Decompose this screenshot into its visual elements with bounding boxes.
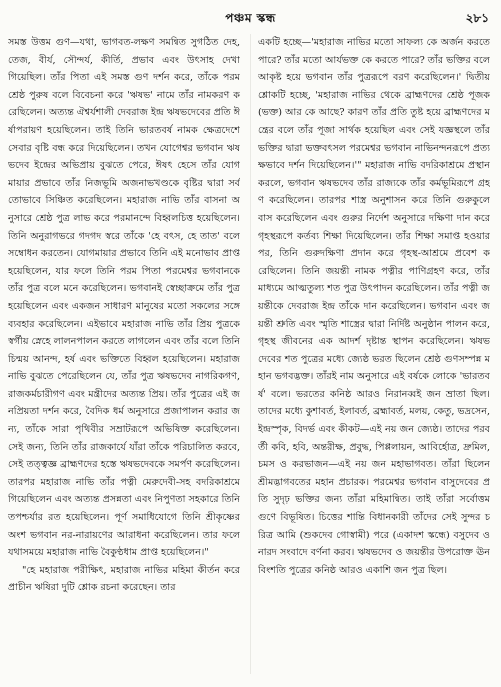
right-column-paragraph-1: একটি হচ্ছে—'মহারাজ নাভির মতো সাফল্য কে অর্জন করতে পারে? তাঁর মতো আর্যভক্ত কে করতে পারে? তাঁর ভক্তির বলে আকৃষ্ট হয়ে ভগবান তাঁর পুত্ররূপে বরণ করেছিলেন।' দ্বিতীয় শ্লোকটি হচ্ছে, 'মহারাজ নাভির থেকে ব্রাহ্মণদের শ্রেষ্ঠ পূজক (ভক্ত) আর কে আছে? কারণ তাঁর প্রতি তুষ্ট হয়ে ব্রাহ্মণদের মন্ত্রের বলে তাঁর পূজা সার্থক হয়েছিল এবং সেই যজ্ঞস্থলে তাঁর ভক্তির দ্বারা ভক্তবৎসল পরমেশ্বর ভগবান নাভিনন্দনরূপে প্রত্যক্ষভাবে দর্শন দিয়েছিলেন।'" মহারাজ নাভি বদরিকাশ্রমে প্রস্থান করলে, ভগবান ঋষভদেব তাঁর রাজ্যকে তাঁর কর্মভূমিরূপে গ্রহণ করেছিলেন। তারপর শাস্ত্র অনুশাসন করে তিনি গুরুকুলে বাস করেছিলেন এবং গুরুর নির্দেশ অনুসারে দক্ষিণা দান করে গৃহস্থরূপে কর্তব্য শিক্ষা দিয়েছিলেন। তাঁর শিক্ষা সমাপ্ত হওয়ার পর, তিনি গুরুদক্ষিণা প্রদান করে গৃহস্থ-আশ্রমে প্রবেশ করেছিলেন। তিনি জয়ন্তী নামক পত্নীর পাণিগ্রহণ করে, তাঁর মাধ্যমে আত্মতুল্য শত পুত্র উৎপাদন করেছিলেন। তাঁর পত্নী জয়ন্তীকে দেবরাজ ইন্দ্র তাঁকে দান করেছিলেন। ভগবান এবং জয়ন্তী শ্রুতি এবং স্মৃতি শাস্ত্রের দ্বারা নির্দিষ্ট অনুষ্ঠান পালন করে, গৃহস্থ জীবনের এক আদর্শ দৃষ্টান্ত স্থাপন করেছিলেন। ঋষভদেবের শত পুত্রের মধ্যে জ্যেষ্ঠ ভরত ছিলেন শ্রেষ্ঠ গুণসম্পন্ন মহান ভগবদ্ভক্ত। তাঁরই নাম অনুসারে এই বর্ষকে লোকে 'ভারতবর্ষ' বলে। ভরতের কনিষ্ঠ আরও নিরানব্বই জন ভ্রাতা ছিল। তাদের মধ্যে কুশাবর্ত, ইলাবর্ত, ব্রহ্মাবর্ত, মলয়, কেতু, ভদ্রসেন, ইন্দ্রস্পৃক, বিদর্ভ এবং কীকট—এই নয় জন জ্যেষ্ঠ। তাদের পরবর্তী কবি, হবি, অন্তরীক্ষ, প্রবুদ্ধ, পিপ্পলায়ন, আবির্হোত্র, দ্রুমিল, চমস ও করভাজন—এই নয় জন মহাভাগবত। তাঁরা ছিলেন শ্রীমদ্ভাগবতের মহান প্রচারক। পরমেশ্বর ভগবান বাসুদেবের প্রতি সুদৃঢ় ভক্তির জন্য তাঁরা মহিমান্বিত। তাই তাঁরা সর্বোত্তম গুণে বিভূষিত। চিত্তের শান্তি বিধানকারী তাঁদের সেই সুন্দর চরিত্র আমি (শুকদেব গোস্বামী) পরে (একাদশ স্কন্ধে) বসুদেব ও নারদ সংবাদে বর্ণনা করব। ঋষভদেব ও জয়ন্তীর উপরোক্ত ঊনবিংশতি পুত্রের কনিষ্ঠ আরও একাশি জন পুত্র ছিল। [258, 37, 490, 576]
left-column [8, 34, 240, 674]
right-column [258, 34, 490, 674]
left-column-paragraph-1: সমস্ত উত্তম গুণ—যথা, ভাগবত-লক্ষণ সমন্বিত সুগঠিত দেহ, তেজ, বীর্য, সৌন্দর্য, কীর্তি, প্রভাব এবং উৎসাহ দেখা গিয়েছিল। তাঁর পিতা এই সমস্ত গুণ দর্শন করে, তাঁকে পরম শ্রেষ্ঠ পুরুষ বলে বিবেচনা করে 'ঋষভ' নামে তাঁর নামকরণ করেছিলেন। অত্যন্ত ঐশ্বর্যশালী দেবরাজ ইন্দ্র ঋষভদেবের প্রতি ঈর্ষাপরায়ণ হয়েছিলেন। তাই তিনি ভারতবর্ষ নামক ক্ষেত্রদেশে সেবার বৃষ্টি বন্ধ করে দিয়েছিলেন। তখন যোগেশ্বর ভগবান ঋষভদেব ইন্দ্রের অভিপ্রায় বুঝতে পেরে, ঈষৎ হেসে তাঁর যোগমায়ার প্রভাবে তাঁর নিজভূমি অজনাভখণ্ডকে বৃষ্টির দ্বারা সর্বতোভাবে সিঞ্চিত করেছিলেন। মহারাজ নাভি তাঁর বাসনা অনুসারে শ্রেষ্ঠ পুত্র লাভ করে পরমানন্দে বিহ্বলচিত্ত হয়েছিলেন। তিনি অনুরাগভরে গদগদ স্বরে তাঁকে 'হে বৎস, হে তাত' বলে সম্বোধন করতেন। যোগমায়ার প্রভাবে তিনি এই মনোভাব প্রাপ্ত হয়েছিলেন, যার ফলে তিনি পরম পিতা পরমেশ্বর ভগবানকে তাঁর পুত্র বলে মনে করেছিলেন। ভগবানই স্বেচ্ছাক্রমে তাঁর পুত্র হয়েছিলেন এবং একজন সাধারণ মানুষের মতো সকলের সঙ্গে ব্যবহার করেছিলেন। এইভাবে মহারাজ নাভি তাঁর প্রিয় পুত্রকে স্বর্গীয় স্নেহে লালনপালন করতে লাগলেন এবং তাঁর বলে তিনি চিন্ময় আনন্দ, হর্ষ এবং ভক্তিতে বিহ্বল হয়েছিলেন। মহারাজ নাভি বুঝতে পেরেছিলেন যে, তাঁর পুত্র ঋষভদেব নাগরিকগণ, রাজকর্মচারীগণ এবং মন্ত্রীদের অত্যন্ত প্রিয়। তাঁর পুত্রের এই জনপ্রিয়তা দর্শন করে, বৈদিক ধর্ম অনুসারে প্রজাপালন করার জন্য, তাঁকে সারা পৃথিবীর সম্রাটরূপে অভিষিক্ত করেছিলেন। সেই জন্য, তিনি তাঁর রাজকার্যে যাঁরা তাঁকে পরিচালিত করবে, সেই তত্ত্বজ্ঞ ব্রাহ্মণদের হস্তে ঋষভদেবকে সমর্পণ করেছিলেন। তারপর মহারাজ নাভি তাঁর পত্নী মেরুদেবী-সহ বদরিকাশ্রমে গিয়েছিলেন এবং অত্যন্ত প্রসন্নতা এবং নিপুণতা সহকারে তিনি তপশ্চর্যার রত হয়েছিলেন। পূর্ণ সমাধিযোগে তিনি শ্রীকৃষ্ণের অংশ ভগবান নর-নারায়ণের আরাধনা করেছিলেন। তার ফলে যথাসময়ে মহারাজ নাভি বৈকুণ্ঠধাম প্রাপ্ত হয়েছিলেন।" [8, 37, 240, 559]
column-divider [250, 34, 251, 674]
page-header [0, 10, 501, 32]
left-column-paragraph-2: "হে মহারাজ পরীক্ষিৎ, মহারাজ নাভির মহিমা কীর্তন করে প্রাচীন ঋষিরা দুটি শ্লোক রচনা করেছেন। তার [8, 564, 240, 594]
page-number: ২৮১ [465, 11, 489, 25]
running-title: পঞ্চম স্কন্ধ [225, 11, 276, 25]
